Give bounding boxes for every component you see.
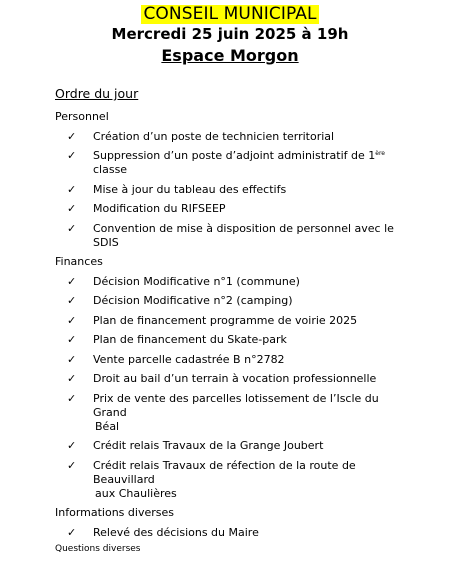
check-icon: ✓ — [67, 391, 77, 405]
agenda-item — [55, 130, 405, 144]
agenda-item-text: Crédit relais Travaux de la Grange Joubert — [93, 439, 324, 452]
agenda-item-text: Vente parcelle cadastrée B n°2782 — [93, 352, 285, 366]
agenda-item-text: Mise à jour du tableau des effectifs — [93, 182, 287, 196]
agenda-item — [55, 439, 405, 453]
agenda-item-text: Suppression d’un poste d’adjoint administratif de 1ère classe — [93, 149, 385, 176]
agenda-item — [55, 372, 405, 386]
meeting-date: Mercredi 25 juin 2025 à 19h — [111, 25, 349, 43]
check-icon: ✓ — [67, 149, 77, 162]
agenda-item-text: Droit au bail d’un terrain à vocation professionnelle — [93, 372, 377, 385]
agenda-item-text: Décision Modificative n°2 (camping) — [93, 294, 293, 307]
document-header — [0, 4, 460, 67]
check-icon: ✓ — [67, 372, 77, 385]
agenda-item-text: Convention de mise à disposition de personnel avec le SDIS — [93, 221, 394, 249]
check-icon: ✓ — [67, 294, 77, 307]
agenda-item-text: Crédit relais Travaux de réfection de la route de Beauvillard — [93, 458, 356, 486]
agenda-item — [55, 294, 405, 308]
agenda-item-continuation: Béal — [95, 419, 120, 433]
agenda-item-text: Modification du RIFSEEP — [93, 202, 226, 215]
agenda-section-title: Finances — [55, 255, 103, 268]
agenda-item-text: Relevé des décisions du Maire — [93, 525, 259, 539]
agenda-item — [55, 392, 405, 434]
agenda-item-text: Prix de vente des parcelles lotissement de l’Iscle du Grand — [93, 391, 379, 419]
agenda-item — [55, 314, 405, 328]
check-icon: ✓ — [67, 221, 77, 235]
check-icon: ✓ — [67, 439, 77, 452]
agenda-item-text: Plan de financement du Skate-park — [93, 333, 287, 346]
agenda-item — [55, 222, 405, 250]
check-icon: ✓ — [67, 352, 77, 366]
agenda-section-title: Questions diverses — [55, 544, 141, 554]
agenda-item — [55, 183, 405, 197]
agenda-item-text: Plan de financement programme de voirie 2025 — [93, 313, 358, 327]
meeting-venue: Espace Morgon — [161, 46, 299, 65]
agenda-item — [55, 275, 405, 289]
check-icon: ✓ — [67, 333, 77, 346]
check-icon: ✓ — [67, 458, 77, 472]
agenda-section-title: Personnel — [55, 110, 109, 123]
agenda-item-text: Création d’un poste de technicien territorial — [93, 129, 335, 143]
check-icon: ✓ — [67, 525, 77, 539]
meeting-title: CONSEIL MUNICIPAL — [143, 4, 317, 24]
check-icon: ✓ — [67, 129, 77, 143]
agenda-heading: Ordre du jour — [55, 86, 139, 101]
agenda-item — [55, 333, 405, 347]
agenda-section-title: Informations diverses — [55, 506, 174, 519]
agenda-item — [55, 526, 405, 540]
check-icon: ✓ — [67, 274, 77, 288]
agenda-item — [55, 459, 405, 501]
check-icon: ✓ — [67, 182, 77, 196]
agenda-item — [55, 202, 405, 216]
agenda-item — [55, 353, 405, 367]
agenda-item-text: Décision Modificative n°1 (commune) — [93, 274, 300, 288]
agenda-item — [55, 149, 405, 177]
agenda-list — [55, 110, 405, 563]
ordinal-superscript: ère — [375, 150, 385, 157]
agenda-item-continuation: aux Chaulières — [95, 486, 177, 500]
check-icon: ✓ — [67, 202, 77, 215]
check-icon: ✓ — [67, 313, 77, 327]
